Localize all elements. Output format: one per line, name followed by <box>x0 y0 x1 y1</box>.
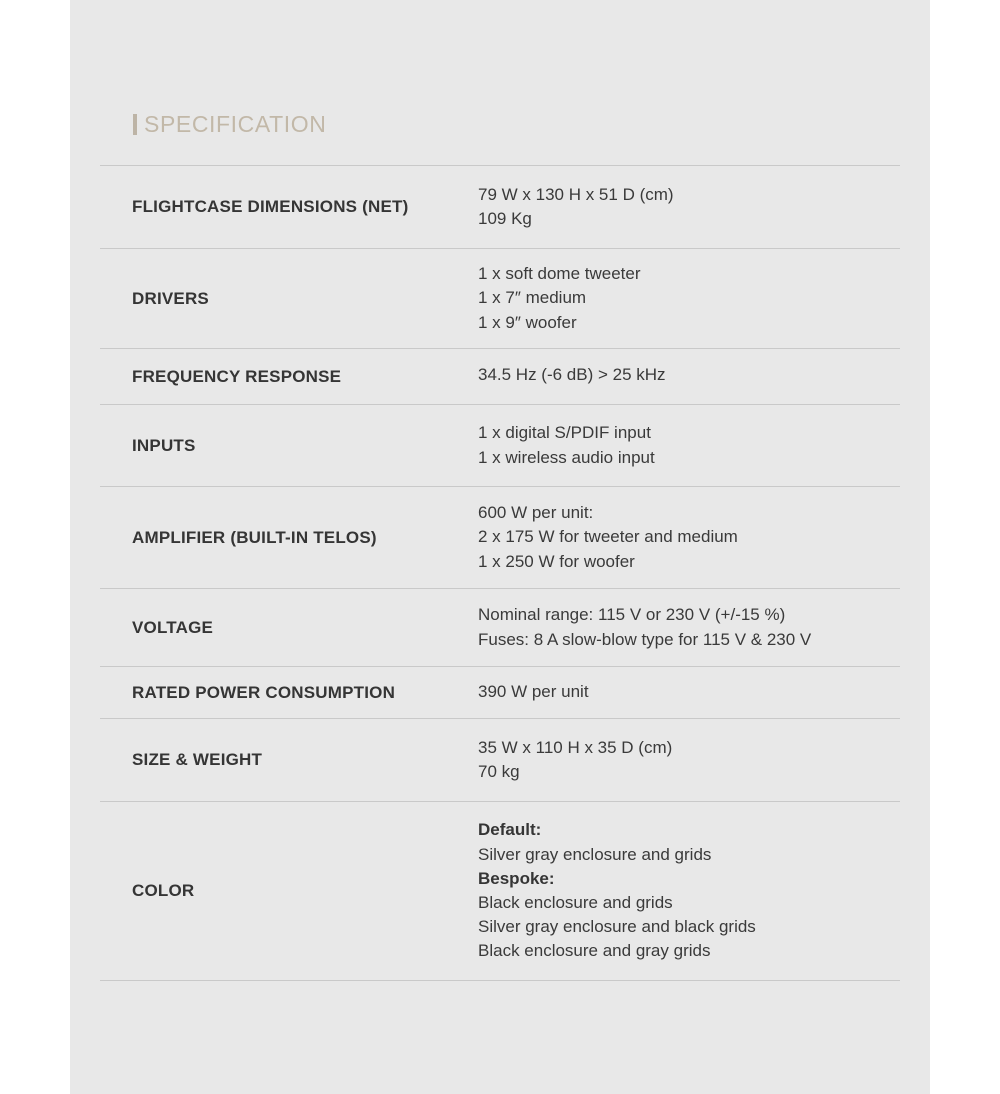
spec-value-line: 35 W x 110 H x 35 D (cm) <box>478 737 673 757</box>
spec-value-line: 1 x wireless audio input <box>478 447 655 467</box>
spec-value-line: 1 x digital S/PDIF input <box>478 423 651 443</box>
spec-value-subheading: Default: <box>478 820 542 840</box>
spec-row-rated-power <box>100 666 900 718</box>
spec-label: SIZE & WEIGHT <box>132 750 263 769</box>
spec-values <box>478 589 900 666</box>
spec-value-subheading: Bespoke: <box>478 868 555 888</box>
spec-row-frequency-response <box>100 348 900 404</box>
spec-row-drivers <box>100 248 900 348</box>
spec-label: FLIGHTCASE DIMENSIONS (NET) <box>132 197 409 216</box>
spec-value-line: Silver gray enclosure and black grids <box>478 917 756 937</box>
spec-value-line: 390 W per unit <box>478 682 589 701</box>
spec-values <box>478 802 900 980</box>
spec-table <box>100 165 900 981</box>
spec-value-line: Black enclosure and grids <box>478 893 673 912</box>
spec-row-color <box>100 801 900 981</box>
spec-value-line: 109 Kg <box>478 209 532 228</box>
spec-label: FREQUENCY RESPONSE <box>132 366 342 386</box>
spec-row-voltage <box>100 588 900 666</box>
spec-label: INPUTS <box>132 435 196 455</box>
spec-values <box>478 719 900 801</box>
section-heading <box>133 108 326 140</box>
spec-row-amplifier <box>100 486 900 588</box>
spec-value-line: 600 W per unit: <box>478 503 594 523</box>
spec-label: RATED POWER CONSUMPTION <box>132 682 396 702</box>
spec-values <box>478 405 900 486</box>
spec-value-line: 2 x 175 W for tweeter and medium <box>478 527 738 547</box>
spec-values <box>478 349 900 404</box>
spec-row-inputs <box>100 404 900 486</box>
spec-value-line: 1 x 9″ woofer <box>478 312 577 332</box>
spec-value-line: Nominal range: 115 V or 230 V (+/-15 %) <box>478 605 786 625</box>
spec-value-line: Fuses: 8 A slow-blow type for 115 V & 230 V <box>478 629 812 649</box>
spec-row-flightcase-dimensions <box>100 165 900 248</box>
spec-label: VOLTAGE <box>132 617 214 637</box>
spec-values <box>478 249 900 348</box>
spec-value-line: 1 x 7″ medium <box>478 288 587 308</box>
spec-value-line: Black enclosure and gray grids <box>478 941 711 961</box>
spec-value-line: 1 x 250 W for woofer <box>478 551 635 571</box>
spec-values <box>478 166 900 248</box>
spec-label: DRIVERS <box>132 288 209 308</box>
spec-values <box>478 667 900 718</box>
spec-value-line: Silver gray enclosure and grids <box>478 844 712 864</box>
spec-row-size-weight <box>100 718 900 801</box>
spec-value-line: 79 W x 130 H x 51 D (cm) <box>478 184 674 204</box>
spec-value-line: 34.5 Hz (-6 dB) > 25 kHz <box>478 365 666 384</box>
heading-accent-bar <box>133 114 137 135</box>
section-title: SPECIFICATION <box>144 110 327 137</box>
spec-values <box>478 487 900 588</box>
spec-label: AMPLIFIER (BUILT-IN TELOS) <box>132 527 377 547</box>
spec-value-line: 1 x soft dome tweeter <box>478 264 641 284</box>
spec-label: COLOR <box>132 881 195 900</box>
spec-value-line: 70 kg <box>478 762 520 781</box>
